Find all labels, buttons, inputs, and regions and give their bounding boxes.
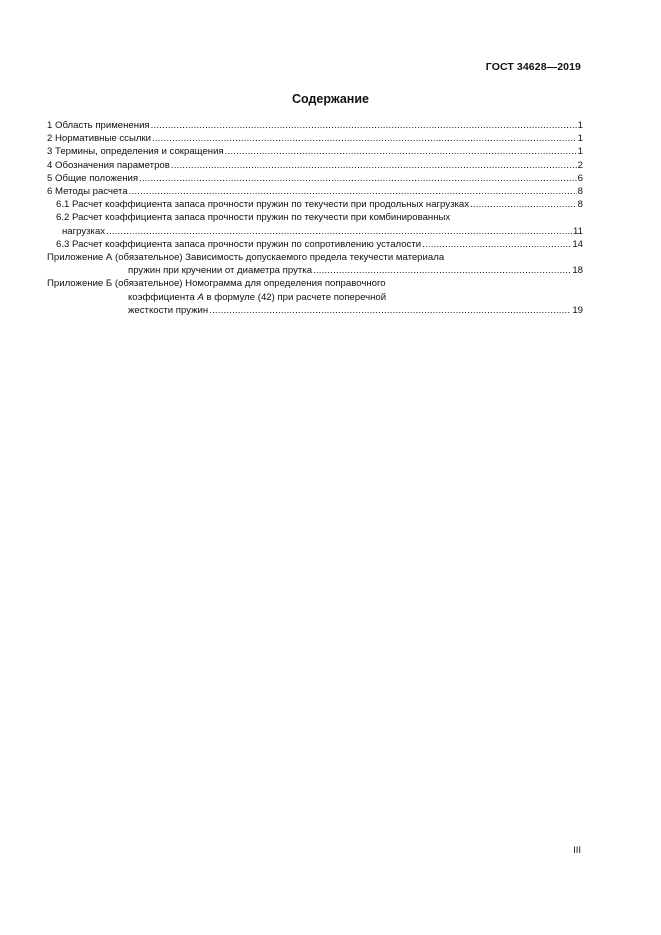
toc-entry-label-continued: жесткости пружин: [128, 304, 209, 316]
dot-leader: [139, 172, 577, 185]
toc-entry-appendix-b[interactable]: [47, 277, 583, 317]
dot-leader: [129, 185, 577, 198]
dot-leader: [106, 225, 572, 238]
toc-entry-label: 2 Нормативные ссылки: [47, 133, 152, 145]
document-code: ГОСТ 34628—2019: [485, 61, 581, 73]
dot-leader: [313, 264, 571, 277]
toc-entry-page: 19: [572, 304, 583, 316]
toc-entry-label: 6.2 Расчет коэффициента запаса прочности пружин по текучести при комбинированных: [56, 212, 451, 224]
table-of-contents: [47, 119, 583, 317]
toc-entry-label: Приложение Б (обязательное) Номограмма для определения поправочного: [47, 278, 386, 290]
dot-leader: [152, 132, 577, 145]
dot-leader: [209, 304, 571, 317]
toc-entry-label: 3 Термины, определения и сокращения: [47, 146, 224, 158]
toc-entry[interactable]: [47, 172, 583, 185]
toc-entry-page: 8: [577, 186, 583, 198]
toc-entry-page: 11: [573, 225, 583, 237]
toc-entry-page: 14: [572, 238, 583, 250]
toc-entry-label: 5 Общие положения: [47, 172, 139, 184]
toc-entry-page: 6: [577, 172, 583, 184]
toc-entry-page: 1: [577, 133, 583, 145]
toc-entry-page: 1: [577, 146, 583, 158]
toc-entry[interactable]: [47, 211, 583, 237]
dot-leader: [470, 198, 577, 211]
toc-entry-page: 2: [577, 159, 583, 171]
toc-title: Содержание: [291, 92, 369, 106]
toc-entry-page: 1: [577, 120, 583, 131]
toc-entry[interactable]: [47, 198, 583, 211]
toc-entry-label-continued: пружин при кручении от диаметра прутка: [128, 265, 313, 277]
dot-leader: [171, 159, 577, 172]
toc-entry-label: 1 Область применения: [47, 120, 150, 131]
toc-entry-page: 8: [577, 199, 583, 211]
toc-entry-page: 18: [572, 265, 583, 277]
dot-leader: [225, 145, 577, 158]
dot-leader: [151, 119, 577, 132]
formula-variable: A: [197, 291, 204, 303]
toc-entry-label-continued: коэффициента A в формуле (42) при расчете поперечной: [128, 291, 387, 303]
toc-entry-label-continued: нагрузках: [62, 225, 106, 237]
toc-entry-label: 6.1 Расчет коэффициента запаса прочности пружин по текучести при продольных нагрузках: [56, 199, 470, 211]
toc-entry[interactable]: [47, 145, 583, 158]
toc-entry[interactable]: [47, 119, 583, 132]
toc-entry[interactable]: [47, 185, 583, 198]
page-number: III: [573, 845, 581, 856]
toc-entry-label: 4 Обозначения параметров: [47, 159, 170, 171]
toc-entry-label: 6 Методы расчета: [47, 186, 128, 198]
toc-entry-label: Приложение А (обязательное) Зависимость допускаемого предела текучести материала: [47, 252, 445, 264]
toc-entry-label: 6.3 Расчет коэффициента запаса прочности пружин по сопротивлению усталости: [56, 238, 422, 250]
toc-entry[interactable]: [47, 159, 583, 172]
dot-leader: [422, 238, 571, 251]
toc-entry[interactable]: [47, 238, 583, 251]
toc-entry[interactable]: [47, 132, 583, 145]
toc-entry-appendix-a[interactable]: [47, 251, 583, 277]
